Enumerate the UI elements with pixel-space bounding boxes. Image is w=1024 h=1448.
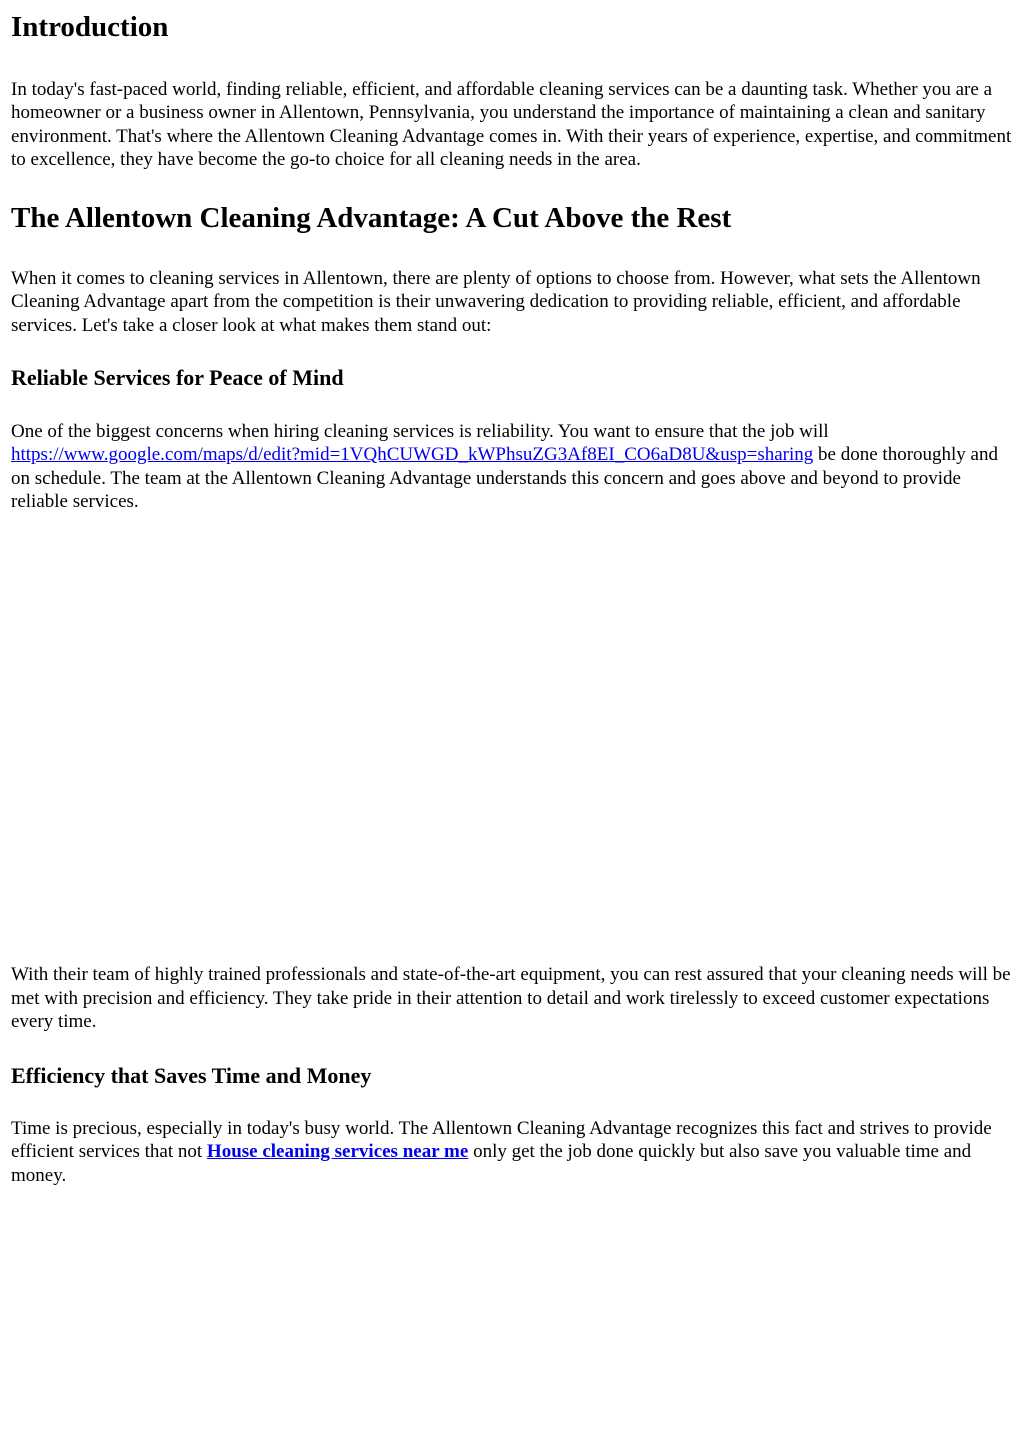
- advantage-paragraph: When it comes to cleaning services in Allentown, there are plenty of options to choose from. However, what sets the Allentown Cleaning Advantage apart from the competition is their unwavering dedication to providing reliable, efficient, and affordable services. Let's take a closer look at what makes them stand out:: [11, 268, 981, 336]
- google-maps-link[interactable]: https://www.google.com/maps/d/edit?mid=1VQhCUWGD_kWPhsuZG3Af8EI_CO6aD8U&usp=sharing: [11, 444, 814, 466]
- reliable-heading: Reliable Services for Peace of Mind: [11, 365, 344, 391]
- efficiency-heading: Efficiency that Saves Time and Money: [11, 1063, 372, 1089]
- spacer: [11, 1090, 1014, 1117]
- efficiency-text-before-link: Time is precious, especially in today's busy world. The Allentown Cleaning Advantage recognizes this fact and strives to provide efficient services that not: [11, 1118, 992, 1163]
- spacer: [11, 171, 1014, 200]
- efficiency-text-after-link: only get the job done quickly but also save you valuable time and money.: [11, 1141, 972, 1186]
- intro-paragraph: In today's fast-paced world, finding reliable, efficient, and affordable cleaning services can be a daunting task. Whether you are a homeowner or a business owner in Allentown, Pennsylvania, you understand the importance of maintaining a clean and sanitary environment. That's where the Allentown Cleaning Advantage comes in. With their years of experience, expertise, and commitment to excellence, they have become the go-to choice for all cleaning needs in the area.: [11, 79, 1012, 170]
- spacer: [11, 337, 1014, 364]
- spacer: [11, 392, 1014, 420]
- efficiency-paragraph: [11, 1117, 1014, 1187]
- spacer: [11, 236, 1014, 267]
- intro-heading: Introduction: [11, 11, 169, 43]
- spacer: [11, 45, 1014, 78]
- reliable-paragraph: [11, 420, 1014, 513]
- reliable-paragraph-2: With their team of highly trained professionals and state-of-the-art equipment, you can rest assured that your cleaning needs will be met with precision and efficiency. They take pride in their attention to detail and work tirelessly to exceed customer expectations every time.: [11, 964, 1011, 1032]
- reliable-text-before-link: One of the biggest concerns when hiring cleaning services is reliability. You want to ensure that the job will: [11, 421, 829, 443]
- spacer: [11, 1033, 1014, 1062]
- blank-space: [11, 513, 1014, 963]
- advantage-heading: The Allentown Cleaning Advantage: A Cut Above the Rest: [11, 202, 732, 235]
- house-cleaning-link[interactable]: House cleaning services near me: [206, 1141, 469, 1163]
- reliable-text-after-link: be done thoroughly and on schedule. The team at the Allentown Cleaning Advantage understands this concern and goes above and beyond to provide reliable services.: [11, 444, 998, 512]
